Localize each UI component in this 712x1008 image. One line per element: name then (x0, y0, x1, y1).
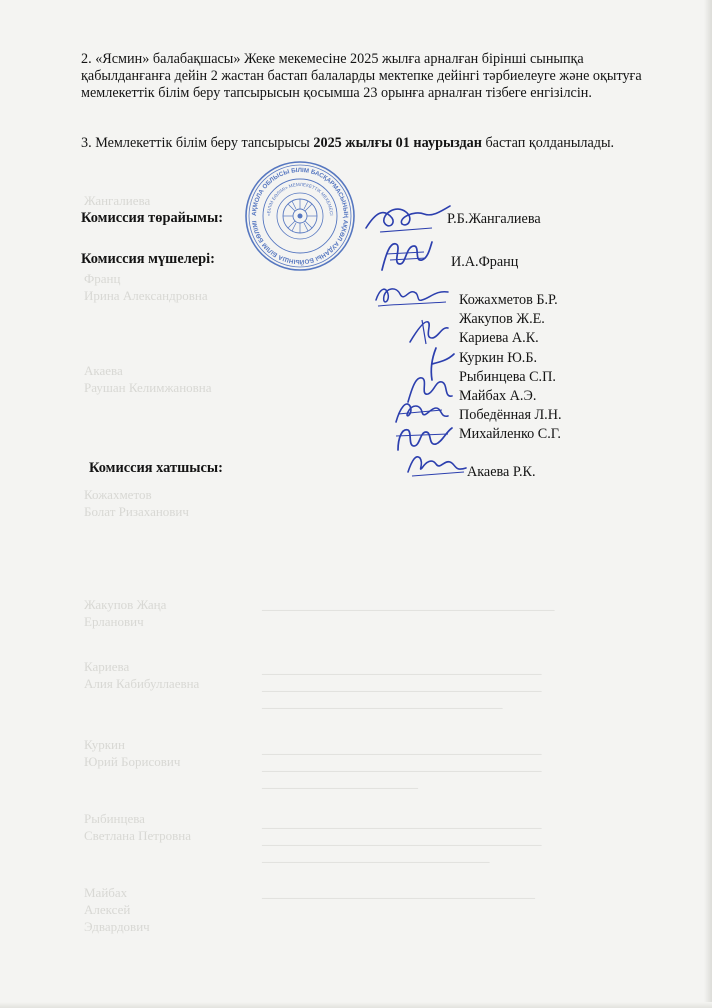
bleed-through-text: Рыбинцева Светлана Петровна (84, 811, 191, 843)
members-list (459, 291, 562, 445)
members-label: Комиссия мүшелері: (81, 251, 215, 267)
bleed-through-text: Жангалиева (84, 193, 151, 208)
secretary-label: Комиссия хатшысы: (89, 460, 223, 476)
bleed-through-text: Кожахметов Болат Ризаханович (84, 487, 189, 519)
member-name: Кариева А.К. (459, 330, 539, 347)
signature-member (376, 234, 436, 276)
signature-chair (362, 198, 454, 238)
stamp-inner-text: «БІЛІМ БӨЛІМІ» МЕМЛЕКЕТТІК МЕКЕМЕСІ (265, 181, 335, 217)
member-name: И.А.Франц (451, 254, 519, 270)
signature-member (372, 280, 452, 312)
signature-member (402, 314, 456, 348)
member-name: Куркин Ю.Б. (459, 349, 538, 366)
paragraph-3 (81, 135, 671, 152)
bleed-through-text: Франц Ирина Александровна (84, 271, 208, 303)
bleed-through-text: Майбах Алексей Эдвардович (84, 885, 150, 934)
paragraph-3-date: 2025 жылғы 01 наурыздан (313, 135, 482, 151)
bleed-through-text: _____________________________________________ (262, 597, 555, 612)
chair-label: Комиссия төрайымы: (81, 210, 224, 226)
official-stamp (244, 160, 356, 272)
chair-name: Р.Б.Жангалиева (447, 211, 541, 227)
page-edge-shadow (704, 0, 712, 1008)
bleed-through-text: Акаева Раушан Келимжановна (84, 363, 212, 395)
page-edge-shadow (0, 1002, 712, 1008)
bleed-through-text: Куркин Юрий Борисович (84, 737, 181, 769)
paragraph-2: 2. «Ясмин» балабақшасы» Жеке мекемесіне 2025 жылға арналған бірінші сыныпқа қабылданғанға дейін 2 жастан бастап балаларды мектепке дейінгі тәрбиелеуге және оқытуға мемлекеттік білім беру тапсырысын қосымша 23 орынға арналған тізбеге енгізілсін. (81, 51, 642, 101)
member-name: Майбах А.Э. (459, 388, 537, 405)
secretary-name: Акаева Р.К. (467, 464, 536, 480)
member-name: Жакупов Ж.Е. (459, 311, 545, 328)
member-name: Кожахметов Б.Р. (459, 292, 558, 308)
bleed-through-text: Кариева Алия Кабибуллаевна (84, 659, 200, 691)
member-name: Михайленко С.Г. (459, 426, 561, 443)
bleed-through-text: ___________________________________________ ___________________________________________ _____________________________________ (262, 661, 542, 710)
bleed-through-text: ___________________________________________ ___________________________________________ ___________________________________ (262, 815, 542, 864)
member-name: Рыбинцева С.П. (459, 368, 556, 385)
bleed-through-text: Жакупов Жаңа Ерланович (84, 597, 167, 629)
paragraph-3-start: 3. Мемлекеттік білім беру тапсырысы (81, 135, 314, 151)
member-name: Победённая Л.Н. (459, 407, 562, 424)
paragraph-3-end: бастап қолданылады. (481, 135, 615, 151)
signature-secretary (404, 450, 470, 480)
bleed-through-text: __________________________________________ (262, 885, 535, 900)
emblem-icon (283, 199, 317, 233)
stamp-outer-text: АҚМОЛА ОБЛЫСЫ БІЛІМ БАСҚАРМАСЫНЫҢ АҚКӨЛ АУДАНЫ БОЙЫНША БІЛІМ БӨЛІМІ (250, 166, 350, 266)
bleed-through-text: ___________________________________________ ___________________________________________ ________________________ (262, 741, 542, 790)
